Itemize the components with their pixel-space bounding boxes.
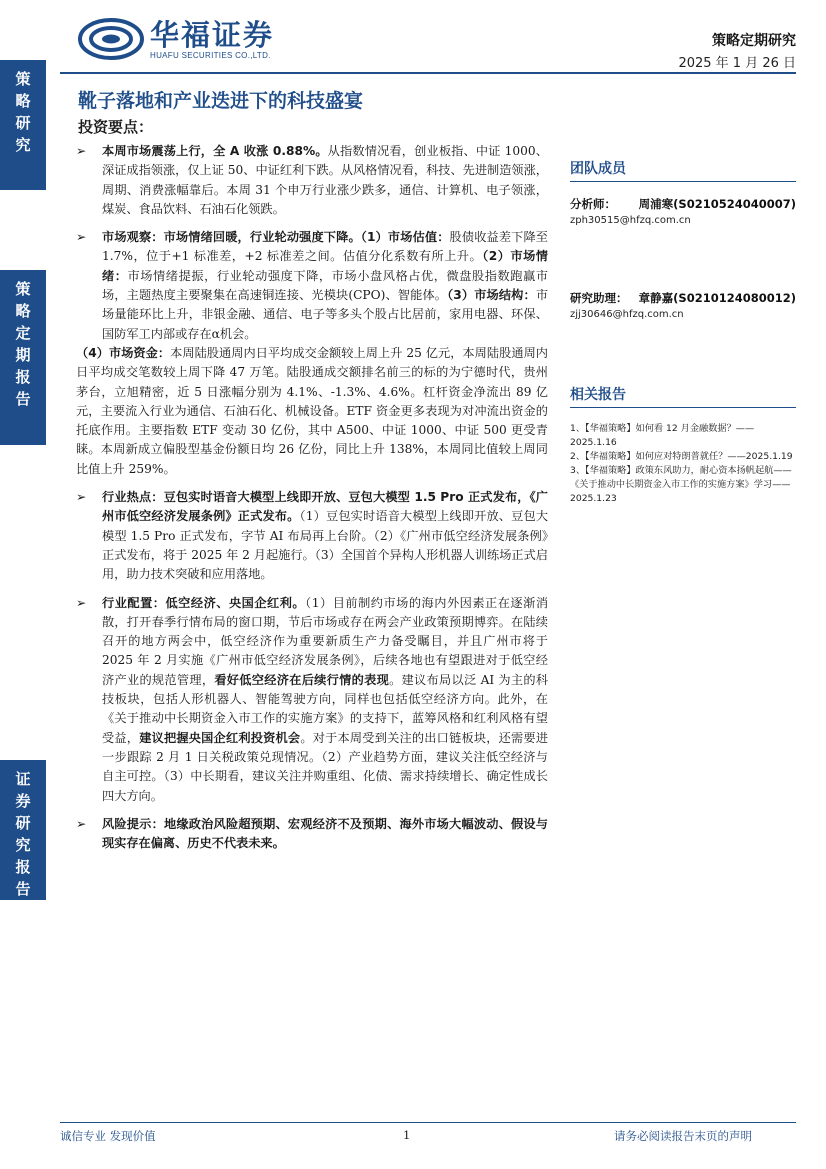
sidebar-char: 证 [15, 770, 31, 788]
page-number: 1 [403, 1128, 411, 1142]
section-subtitle: 投资要点： [78, 118, 154, 136]
bullet-emphasis: 看好低空经济在后续行情的表现 [214, 672, 390, 687]
arrow-bullet-icon: ➢ [76, 595, 87, 610]
related-report-item[interactable]: 1、【华福策略】如何看 12 月金融数据？——2025.1.16 [570, 423, 755, 448]
bullet-industry-hotspots [76, 488, 548, 584]
arrow-bullet-icon: ➢ [76, 230, 87, 245]
bullet-text: （1）目前制约市场的海内外因素正在逐渐消散，打开春季行情布局的窗口期，节后市场或存在两会产业政策预期博弈。在陆续召开的地方两会中，低空经济作为重要新质生产力备受瞩目，并且广州市将于 2025 年 2 月实施《广州市低空经济发展条例》，后续各地也有望跟进对于低空经济产业的规范管理， [102, 595, 549, 687]
bullet-industry-allocation [76, 594, 548, 806]
arrow-bullet-icon: ➢ [76, 144, 87, 158]
report-date: 2025 年 1 月 26 日 [678, 56, 796, 71]
sidebar-char: 定 [15, 324, 31, 342]
right-column [570, 158, 796, 506]
bullet-text: 从指数情况看，创业板指、中证 1000、深证成指领涨，仅上证 50、中证红利下跌。从风格情况看，科技、先进制造领涨，周期、消费涨幅靠后。本周 31 个申万行业涨少跌多，通信、计算机、电子领涨，煤炭、食品饮料、石油石化领跌。 [102, 144, 548, 216]
team-member [570, 196, 796, 226]
footer-divider [60, 1122, 796, 1123]
logo-chinese-name: 华福证券 [150, 17, 275, 52]
bullet-lead: （4）市场资金： [76, 345, 171, 360]
bullet-lead: 行业热点：豆包实时语音大模型上线即开放、豆包大模型 1.5 Pro 正式发布，《广州市低空经济发展条例》正式发布。 [102, 490, 548, 524]
member-role: 研究助理： [570, 291, 628, 305]
header-divider [60, 72, 796, 74]
member-email[interactable]: zjj30646@hfzq.com.cn [570, 309, 684, 320]
sidebar-char: 究 [15, 136, 31, 154]
bullet-lead: 行业配置：低空经济、央国企红利。 [102, 595, 306, 610]
sidebar-char: 报 [15, 858, 31, 876]
sidebar-char: 研 [15, 814, 31, 832]
sidebar-char: 告 [15, 880, 31, 898]
bullet-risk-warning [76, 815, 548, 854]
related-reports [570, 384, 796, 506]
sidebar-label-securities-report [0, 760, 46, 900]
investment-highlights [76, 142, 548, 862]
sidebar-char: 究 [15, 836, 31, 854]
bullet-lead: 风险提示：地缘政治风险超预期、宏观经济不及预期、海外市场大幅波动、假设与现实存在偏离、历史不代表未来。 [102, 816, 548, 851]
member-name: 周浦寒(S0210524040007) [638, 197, 796, 211]
related-report-item[interactable]: 2、【华福策略】如何应对特朗普就任？——2025.1.19 [570, 451, 793, 462]
arrow-bullet-icon: ➢ [76, 816, 87, 831]
sidebar-char: 报 [15, 368, 31, 386]
bullet-text: 。对于本周受到关注的出口链板块，还需要进一步跟踪 2 月 1 日关税政策兑现情况。（2）产业趋势方面，建议关注低空经济与自主可控。（3）中长期看，建议关注并购重组、化债、需求持续增长、确定性成长四大方向。 [102, 730, 549, 803]
sidebar-char: 略 [15, 302, 31, 320]
bullet-text: （1）豆包实时语音大模型上线即开放、豆包大模型 1.5 Pro 正式发布，字节 AI 布局再上台阶。（2）《广州市低空经济发展条例》正式发布，将于 2025 年 2 月起施行。（3）全国首个异构人形机器人训练场正式启用，助力技术突破和应用落地。 [102, 509, 549, 582]
report-type: 策略定期研究 [712, 33, 796, 49]
related-heading: 相关报告 [570, 384, 796, 408]
logo-english-name: HUAFU SECURITIES CO.,LTD. [150, 50, 271, 60]
member-email[interactable]: zph30515@hfzq.com.cn [570, 215, 691, 226]
sidebar-label-strategy-research [0, 60, 46, 190]
sidebar-char: 略 [15, 92, 31, 110]
team-heading: 团队成员 [570, 158, 796, 182]
related-report-item[interactable]: 3、【华福策略】政策东风助力，耐心资本扬帆起航——《关于推动中长期资金入市工作的实施方案》学习——2025.1.23 [570, 465, 792, 504]
footer-disclaimer: 请务必阅读报告末页的声明 [614, 1129, 752, 1143]
member-role: 分析师： [570, 197, 616, 211]
arrow-bullet-icon: ➢ [76, 490, 87, 505]
bullet-market-observation [76, 228, 548, 479]
team-member [570, 290, 796, 320]
sidebar-char: 告 [15, 390, 31, 408]
member-name: 章静嘉(S0210124080012) [638, 291, 796, 305]
bullet-lead: 市场观察：市场情绪回暖，行业轮动强度下降。（1）市场估值： [102, 230, 450, 245]
bullet-lead: （2）市场情绪： [102, 249, 548, 283]
sidebar-char: 期 [15, 346, 31, 364]
bullet-lead: 本周市场震荡上行，全 A 收涨 0.88%。 [102, 144, 328, 158]
bullet-text: 。建议布局以泛 AI 为主的科技板块，包括人形机器人、智能驾驶方向，同样也包括低空经济方向。此外，在《关于推动中长期资金入市工作的实施方案》的支持下，蓝筹风格和红利风格有望受益， [102, 672, 549, 745]
bullet-market-overview [76, 142, 548, 219]
sidebar-char: 策 [15, 70, 31, 88]
sidebar-char: 策 [15, 280, 31, 298]
sidebar-label-periodic-report [0, 270, 46, 445]
huafu-logo-icon [78, 17, 144, 61]
bullet-text: 本周陆股通周内日平均成交金额较上周上升 25 亿元，本周陆股通周内日平均成交笔数较上周下降 47 万笔。陆股通成交额排名前三的标的为宁德时代，贵州茅台，立旭精密，近 5 日涨幅分别为 4.1%、-1.3%、4.6%。杠杆资金净流出 89 亿元，主要流入行业为通信、石油石化、机械设备。ETF 资金更多表现为对冲流出资金的托底作用。主要指数 ETF 变动 30 亿份，其中 A500、中证 1000、中证 500 更受青睐。本周新成立偏股型基金份额日均 26 亿份，同比上升 138%，本周同比值较上周同比值上升 259%。 [76, 345, 548, 476]
bullet-text: 市场情绪提振，行业轮动强度下降，市场小盘风格占优，微盘股指数跑赢市场，主题热度主要聚集在高速铜连接、光模块(CPO)、智能体。 [102, 268, 549, 303]
bullet-emphasis: 建议把握央国企红利投资机会 [139, 730, 301, 745]
sidebar-char: 研 [15, 114, 31, 132]
bullet-lead: （3）市场结构： [447, 288, 536, 303]
page-title: 靴子落地和产业迭进下的科技盛宴 [78, 90, 364, 112]
bullet-text: 股债收益差下降至 1.7%，位于+1 标准差，+2 标准差之间。估值分化系数有所上升。 [102, 230, 548, 264]
bullet-text: 市场量能环比上升，非银金融、通信、电子等多头个股占比居前，家用电器、环保、国防军工内部或存在α机会。 [102, 288, 548, 341]
footer-slogan: 诚信专业 发现价值 [60, 1129, 156, 1143]
company-logo [78, 14, 274, 64]
sidebar-char: 券 [15, 792, 31, 810]
